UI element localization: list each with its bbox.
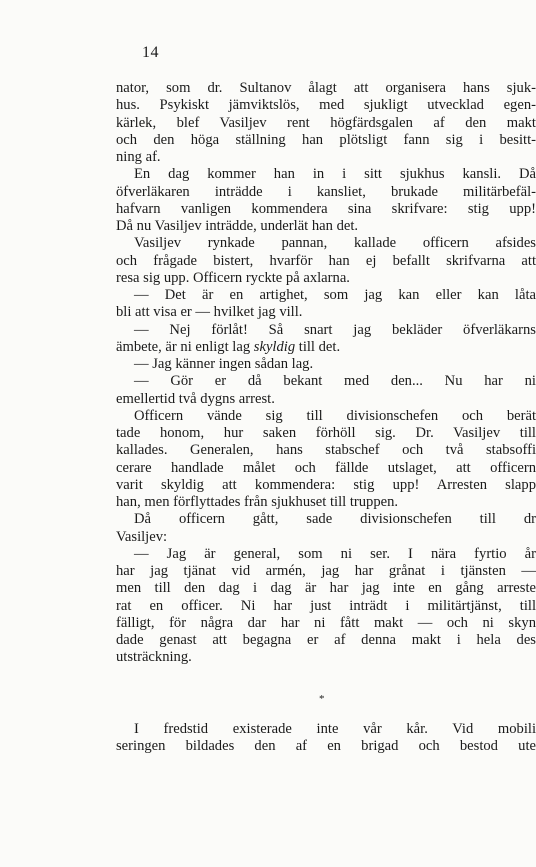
text-line: Vasiljev: [116,528,168,545]
text-line: En dag kommer han in i sitt sjukhus kansli. Då [134,166,536,183]
emphasized-word: skyldig [253,338,296,355]
text-line: varit skyldig att kommendera: stig upp! Arresten slapp [116,476,536,493]
text-line: Då officern gått, sade divisionschefen till dr [134,511,536,528]
text-line: han, men förflyttades från sjukhuset till truppen. [116,494,399,510]
text-line: dade genast att begagna er af denna makt i hela des [116,632,536,648]
text-line: ämbete, är ni enligt lag skyldig till det. [116,338,341,355]
text-line: utsträckning. [116,649,192,666]
section-separator: * [319,693,325,705]
text-line: hus. Psykiskt jämviktslös, med sjukligt utvecklad egen- [116,97,536,114]
text-line: rat en officer. Ni har just inträdt i militärtjänst, till [116,597,536,614]
text-line: Vasiljev rynkade pannan, kallade officern afsides [134,235,536,252]
text-line: har jag tjänat vid armén, jag har grånat i tjänsten — [116,563,536,579]
text-line: öfverläkaren inträdde i kansliet, brukade militärbefäl- [116,183,536,200]
text-line: och frågade bistert, hvarför han ej befallt skrifvarna att [116,252,536,269]
text-line: — Det är en artighet, som jag kan eller kan låta [134,287,536,303]
text-line: men till den dag i dag är har jag inte en gång arreste [116,580,536,597]
text-line: ning af. [116,149,161,165]
page-number: 14 [142,44,159,61]
text-line: resa sig upp. Officern ryckte på axlarna. [116,269,350,286]
text-line: — Nej förlåt! Så snart jag bekläder öfverläkarns [134,321,536,338]
text-line: bli att visa er — hvilket jag vill. [116,304,303,321]
text-line: fälligt, för några dar har ni fått makt — och ni skyn [116,614,536,631]
body-text [116,80,536,667]
text-line: och den höga ställning han plötsligt fann sig i besitt- [116,131,536,148]
text-line: — Jag känner ingen sådan lag. [134,356,314,372]
text-line: nator, som dr. Sultanov ålagt att organisera hans sjuk- [116,80,536,96]
text-line: kärlek, blef Vasiljev rent högfärdsgalen af den makt [116,114,536,131]
text-line: Då nu Vasiljev inträdde, underlät han det. [116,218,359,234]
text-line: hafvarn vanligen kommendera sina skrifvare: stig upp! [116,200,536,217]
text-line: kallades. Generalen, hans stabschef och två stabsoffi [116,442,536,459]
text-line: Officern vände sig till divisionschefen och berät [134,407,536,424]
text-line: seringen bildades den af en brigad och bestod ute [116,738,536,755]
next-section-text [116,720,536,755]
text-line: tade honom, hur saken förhöll sig. Dr. Vasiljev till [116,425,536,441]
text-line: emellertid två dygns arrest. [116,390,275,407]
text-line: — Jag är general, som ni ser. I nära fyrtio år [134,545,536,562]
text-line: cerare handlade målet och fällde utslaget, att officern [116,459,536,476]
text-line: I fredstid existerade inte vår kår. Vid mobili [134,721,536,737]
text-line: — Gör er då bekant med den... Nu har ni [134,373,536,390]
